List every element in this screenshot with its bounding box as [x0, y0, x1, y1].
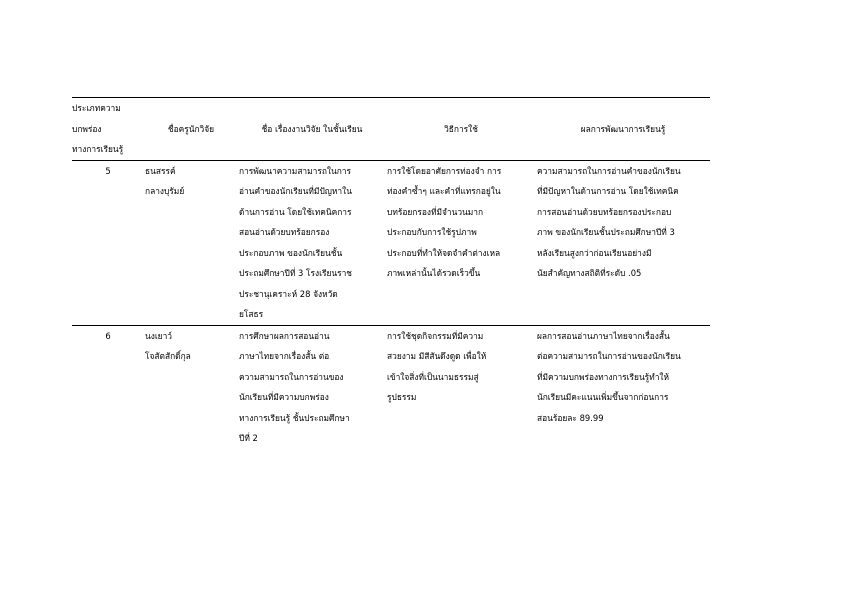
title-line: นักเรียนที่มีความบกพร่อง — [239, 392, 329, 402]
table-row — [72, 325, 710, 449]
title-line: ประชานุเคราะห์ 28 จังหวัด — [239, 288, 338, 299]
header-type-line: ทางการเรียนรู้ — [72, 144, 124, 154]
row-number: 5 — [105, 165, 111, 176]
header-result: ผลการพัฒนาการเรียนรู้ — [536, 98, 710, 161]
header-method: วิธีการใช้ — [386, 98, 536, 161]
header-type-line: ประเภทความ — [72, 103, 121, 113]
result-line: สอนร้อยละ 89.99 — [537, 412, 604, 423]
method-line: ท่องคำซ้ำๆ และคำที่แทรกอยู่ใน — [387, 186, 501, 196]
result-cell — [536, 325, 710, 449]
title-line: ยโสธร — [239, 309, 264, 319]
table-row — [72, 160, 710, 325]
method-line: การใช้ชุดกิจกรรมที่มีความ — [387, 330, 484, 341]
research-title-cell — [238, 160, 386, 325]
research-title-cell — [238, 325, 386, 449]
title-line: สอนอ่านด้วยบทร้อยกรอง — [239, 227, 330, 237]
method-line: ภาพเหล่านั้นได้รวดเร็วขึ้น — [387, 268, 481, 278]
method-line: การใช้โดยอาศัยการท่องจำ การ — [387, 165, 502, 176]
title-line: ประถมศึกษาปีที่ 3 โรงเรียนราช — [239, 268, 352, 278]
result-line: นักเรียนมีคะแนนเพิ่มขึ้นจากก่อนการ — [537, 392, 669, 402]
method-line: บทร้อยกรองที่มีจำนวนมาก — [387, 206, 484, 217]
method-line: สวยงาม มีสีสันดึงดูด เพื่อให้ — [387, 351, 487, 361]
result-line: การสอนอ่านด้วยบทร้อยกรองประกอบ — [537, 206, 672, 217]
researcher-cell — [144, 325, 238, 449]
researcher-line: กลางบุรัมย์ — [145, 186, 185, 196]
result-cell — [536, 160, 710, 325]
researcher-line: โจสัตสักดิ์กุล — [145, 351, 191, 361]
method-line: ประกอบกับการใช้รูปภาพ — [387, 227, 477, 237]
result-line: ต่อความสามารถในการอ่านของนักเรียน — [537, 351, 681, 361]
row-number: 6 — [72, 325, 144, 449]
result-line: นัยสำคัญทางสถิติที่ระดับ .05 — [537, 268, 642, 278]
title-line: ความสามารถในการอ่านของ — [239, 371, 344, 382]
result-line: ที่มีความบกพร่องทางการเรียนรู้ทำให้ — [537, 371, 670, 382]
method-line: ประกอบที่ทำให้จดจำคำต่างเหล — [387, 247, 501, 258]
title-line: การพัฒนาความสามารถในการ — [239, 165, 352, 176]
result-line: ที่มีปัญหาในด้านการอ่าน โดยใช้เทคนิค — [537, 186, 679, 196]
method-cell — [386, 325, 536, 449]
result-line: ผลการสอนอ่านภาษาไทยจากเรื่องสั้น — [537, 330, 670, 341]
title-line: การศึกษาผลการสอนอ่าน — [239, 330, 330, 341]
method-line: เข้าใจสิ่งที่เป็นนามธรรมสู่ — [387, 371, 479, 382]
result-line: ภาพ ของนักเรียนชั้นประถมศึกษาปีที่ 3 — [537, 227, 675, 237]
header-disability-type — [72, 98, 144, 161]
method-line: รูปธรรม — [387, 392, 417, 402]
result-line: หลังเรียนสูงกว่าก่อนเรียนอย่างมี — [537, 247, 652, 258]
table-header-row — [72, 98, 710, 161]
result-line: ความสามารถในการอ่านคำของนักเรียน — [537, 165, 681, 176]
title-line: ทางการเรียนรู้ ชั้นประถมศึกษา — [239, 412, 350, 423]
title-line: อ่านคำของนักเรียนที่มีปัญหาใน — [239, 186, 352, 196]
researcher-line: ธนสรรค์ — [145, 165, 176, 176]
researcher-line: นงเยาว์ — [145, 330, 172, 341]
title-line: ประกอบภาพ ของนักเรียนชั้น — [239, 247, 343, 258]
research-table — [72, 97, 710, 449]
researcher-cell — [144, 160, 238, 325]
method-cell — [386, 160, 536, 325]
header-researcher: ชื่อครูนักวิจัย — [144, 98, 238, 161]
title-line: ภาษาไทยจากเรื่องสั้น ต่อ — [239, 351, 330, 361]
title-line: ด้านการอ่าน โดยใช้เทคนิคการ — [239, 206, 352, 217]
header-research-title: ชื่อ เรื่องงานวิจัย ในชั้นเรียน — [238, 98, 386, 161]
header-type-line: บกพร่อง — [72, 123, 102, 134]
title-line: ปีที่ 2 — [239, 433, 258, 443]
